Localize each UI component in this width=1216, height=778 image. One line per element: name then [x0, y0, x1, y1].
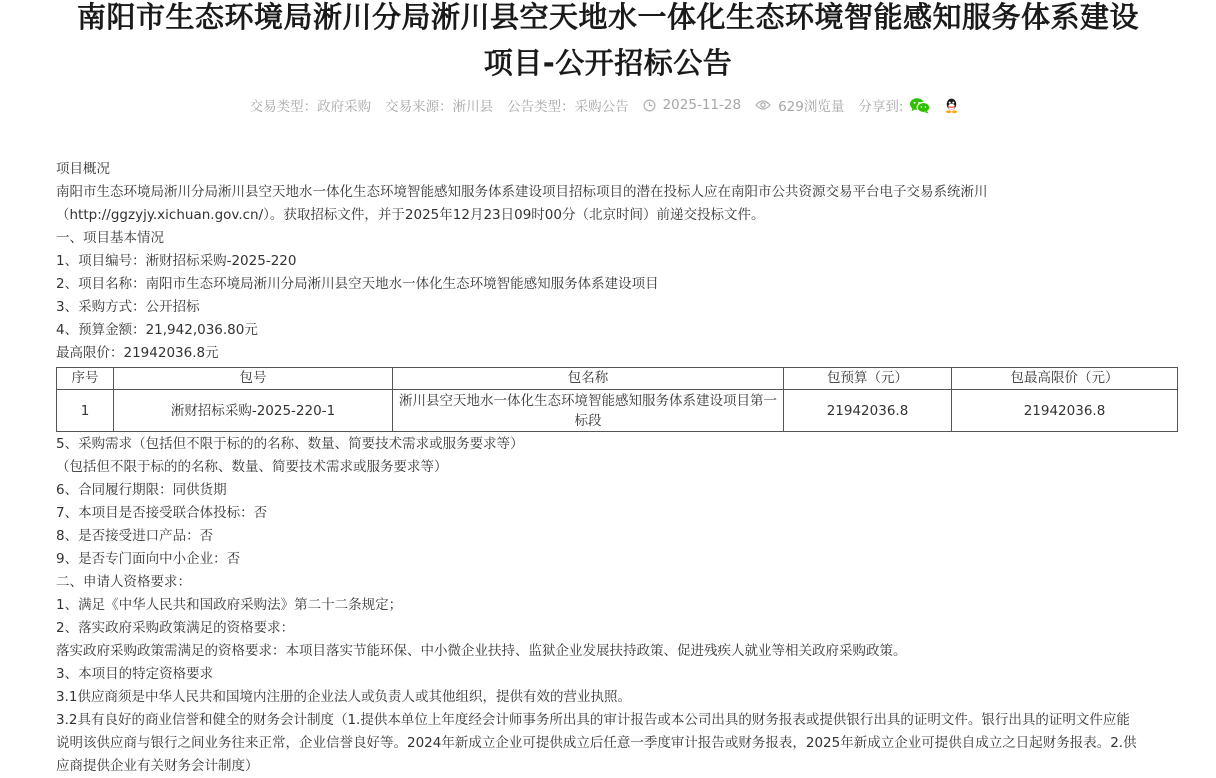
qq-icon	[944, 97, 959, 114]
page-title	[40, 0, 1176, 86]
clock-icon	[643, 99, 656, 112]
budget-amount: 4、预算金额：21,942,036.80元	[56, 322, 258, 338]
overview-line-1: 南阳市生态环境局淅川分局淅川县空天地水一体化生态环境智能感知服务体系建设项目招标项目的潜在投标人应在南阳市公共资源交易平台电子交易系统淅川	[56, 184, 988, 200]
contract-period: 6、合同履行期限：同供货期	[56, 482, 227, 498]
table-cell: 淅财招标采购-2025-220-1	[114, 390, 393, 432]
table-cell: 21942036.8	[952, 390, 1178, 432]
section-qualifications: 二、申请人资格要求：	[56, 574, 191, 590]
view-count	[755, 95, 844, 115]
procurement-requirements: 5、采购需求（包括但不限于标的的名称、数量、简要技术需求或服务要求等）	[56, 436, 524, 452]
table-header: 包名称	[393, 368, 784, 390]
share-group	[858, 95, 966, 115]
title-line-1: 南阳市生态环境局淅川分局淅川县空天地水一体化生态环境智能感知服务体系建设	[76, 0, 1139, 34]
table-cell: 淅川县空天地水一体化生态环境智能感知服务体系建设项目第一标段	[393, 390, 784, 432]
table-header: 包最高限价（元）	[952, 368, 1178, 390]
article-meta-bar	[0, 94, 1216, 116]
share-wechat-button[interactable]	[909, 97, 938, 114]
imported-products: 8、是否接受进口产品：否	[56, 528, 214, 544]
package-table	[56, 367, 1178, 432]
overview-heading: 项目概况	[56, 161, 110, 177]
procurement-method: 3、采购方式：公开招标	[56, 299, 200, 315]
project-number: 1、项目编号：淅财招标采购-2025-220	[56, 253, 297, 269]
view-count-value: 629浏览量	[778, 99, 845, 115]
eye-icon	[755, 99, 771, 111]
table-header: 包号	[114, 368, 393, 390]
title-line-2: 项目-公开招标公告	[483, 46, 733, 80]
overview-line-2: （http://ggzyjy.xichuan.gov.cn/）。获取招标文件，并于2025年12月23日09时00分（北京时间）前递交投标文件。	[56, 207, 765, 223]
requirement-3: 3、本项目的特定资格要求	[56, 666, 214, 682]
table-header-row	[57, 368, 1178, 390]
requirement-1: 1、满足《中华人民共和国政府采购法》第二十二条规定；	[56, 597, 403, 613]
publish-date	[643, 97, 741, 113]
share-qq-button[interactable]	[944, 97, 966, 114]
table-cell: 21942036.8	[784, 390, 952, 432]
article-body	[56, 158, 1178, 778]
share-label: 分享到:	[858, 99, 904, 115]
consortium-bid: 7、本项目是否接受联合体投标：否	[56, 505, 268, 521]
requirement-2-detail: 落实政府采购政策需满足的资格要求：本项目落实节能环保、中小微企业扶持、监狱企业发展扶持政策、促进残疾人就业等相关政府采购政策。	[56, 643, 907, 659]
requirement-3-1: 3.1供应商须是中华人民共和国境内注册的企业法人或负责人或其他组织，提供有效的营业执照。	[56, 689, 631, 705]
procurement-requirements-detail: （包括但不限于标的的名称、数量、简要技术需求或服务要求等）	[56, 459, 448, 475]
requirement-2: 2、落实政府采购政策满足的资格要求：	[56, 620, 295, 636]
table-row	[57, 390, 1178, 432]
trade-source: 交易来源：淅川县	[385, 99, 494, 115]
publish-date-value: 2025-11-28	[662, 97, 742, 113]
wechat-icon	[909, 97, 931, 114]
max-price: 最高限价：21942036.8元	[56, 345, 219, 361]
table-header: 包预算（元）	[784, 368, 952, 390]
table-header: 序号	[57, 368, 114, 390]
project-name: 2、项目名称：南阳市生态环境局淅川分局淅川县空天地水一体化生态环境智能感知服务体系建设项目	[56, 276, 659, 292]
requirement-3-2-line-3: 应商提供企业有关财务会计制度）	[56, 758, 259, 774]
trade-type: 交易类型：政府采购	[249, 99, 372, 115]
requirement-3-2-line-1: 3.2具有良好的商业信誉和健全的财务会计制度（1.提供本单位上年度经会计师事务所出具的审计报告或本公司出具的财务报表或提供银行出具的证明文件。银行出具的证明文件应能	[56, 712, 1130, 728]
sme-only: 9、是否专门面向中小企业：否	[56, 551, 241, 567]
requirement-3-2-line-2: 说明该供应商与银行之间业务往来正常，企业信誉良好等。2024年新成立企业可提供成立后任意一季度审计报告或财务报表，2025年新成立企业可提供自成立之日起财务报表。2.供	[56, 735, 1137, 751]
section-basic-info: 一、项目基本情况	[56, 230, 164, 246]
table-cell: 1	[57, 390, 114, 432]
notice-type: 公告类型：采购公告	[507, 99, 629, 115]
